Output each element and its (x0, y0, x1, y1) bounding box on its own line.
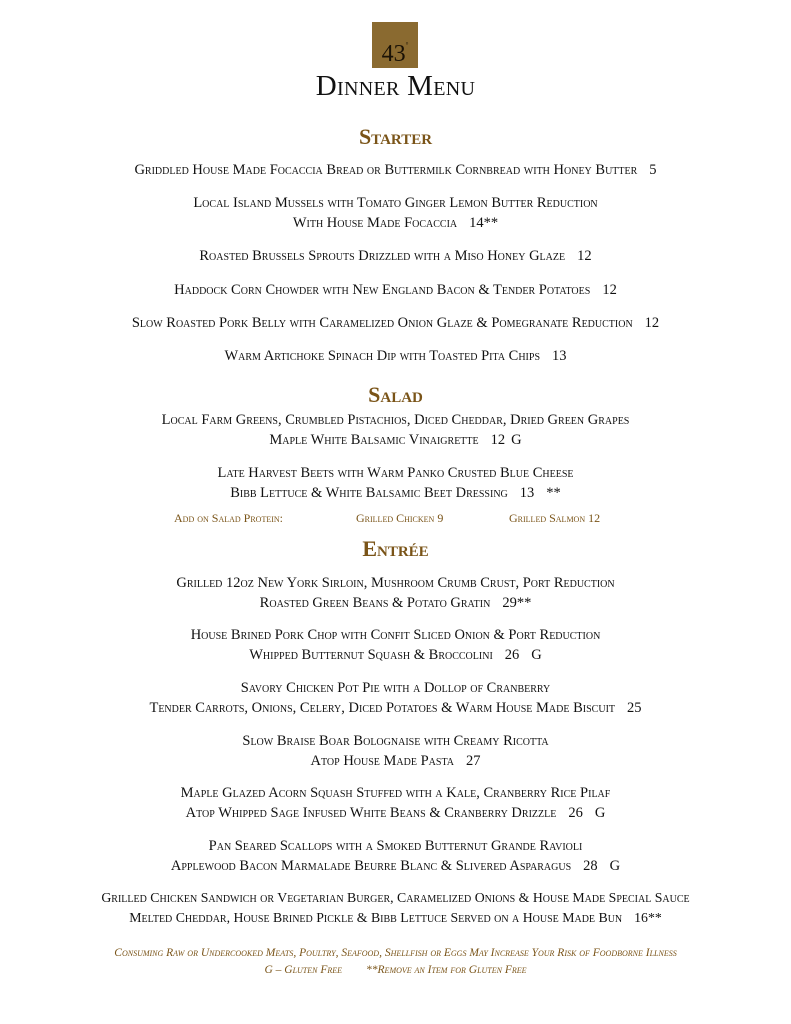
remove-item-legend: **Remove an Item for Gluten Free (366, 964, 527, 976)
item-price: 13 (519, 485, 535, 501)
menu-item (0, 783, 791, 823)
item-description: Warm Artichoke Spinach Dip with Toasted Pita Chips (224, 348, 541, 364)
item-price: 25 (627, 700, 642, 716)
logo-text: 43 (381, 41, 406, 67)
item-description: Maple Glazed Acorn Squash Stuffed with a Kale, Cranberry Rice Pilaf (180, 785, 611, 801)
section-heading-entree: Entrée (362, 536, 429, 561)
item-description-line2: Atop House Made Pasta (310, 753, 454, 769)
menu-item (0, 625, 791, 665)
menu-item (0, 346, 791, 366)
item-description: Late Harvest Beets with Warm Panko Crusted Blue Cheese (217, 465, 574, 481)
gluten-free-tag: G (531, 647, 542, 663)
item-description: Griddled House Made Focaccia Bread or Buttermilk Cornbread with Honey Butter (134, 162, 638, 178)
menu-item (0, 160, 791, 180)
menu-item (0, 888, 791, 928)
item-description-line2: Tender Carrots, Onions, Celery, Diced Potatoes & Warm House Made Biscuit (149, 700, 616, 716)
item-description: Slow Roasted Pork Belly with Caramelized Onion Glaze & Pomegranate Reduction (131, 315, 633, 331)
item-description: Pan Seared Scallops with a Smoked Butternut Grande Ravioli (208, 838, 583, 854)
item-description-line2: Maple White Balsamic Vinaigrette (269, 432, 479, 448)
item-price: 12 (490, 432, 506, 448)
item-price: 14** (469, 215, 499, 231)
gluten-free-note-tag: ** (546, 485, 561, 501)
menu-item (0, 836, 791, 876)
item-description-line2: Applewood Bacon Marmalade Beurre Blanc & Slivered Asparagus (170, 858, 572, 874)
salad-protein-label: Add on Salad Protein: (174, 511, 284, 525)
item-description-line2: Whipped Butternut Squash & Broccolini (249, 647, 493, 663)
item-price: 12 (577, 248, 592, 264)
item-description-line2: Atop Whipped Sage Infused White Beans & Cranberry Drizzle (185, 805, 557, 821)
restaurant-logo (372, 22, 418, 68)
menu-item (0, 246, 791, 266)
item-description: Haddock Corn Chowder with New England Bacon & Tender Potatoes (174, 282, 591, 298)
menu-item (0, 410, 791, 450)
menu-item (0, 280, 791, 300)
item-price: 12 (644, 315, 660, 331)
item-price: 26 (568, 805, 583, 821)
menu-item (0, 193, 791, 233)
food-safety-warning: Consuming Raw or Undercooked Meats, Poultry, Seafood, Shellfish or Eggs May Increase Your Risk of Foodborne Illness (114, 947, 677, 959)
item-description: Roasted Brussels Sprouts Drizzled with a Miso Honey Glaze (199, 248, 566, 264)
item-description: Savory Chicken Pot Pie with a Dollop of Cranberry (240, 680, 551, 696)
item-price: 16** (634, 910, 662, 925)
item-description: House Brined Pork Chop with Confit Sliced Onion & Port Reduction (190, 627, 601, 643)
menu-item (0, 463, 791, 503)
gluten-free-tag: G (594, 805, 606, 821)
menu-item (0, 731, 791, 771)
item-description: Local Farm Greens, Crumbled Pistachios, Diced Cheddar, Dried Green Grapes (161, 412, 630, 428)
legend-row (0, 962, 791, 979)
item-description-line2: With House Made Focaccia (292, 215, 458, 231)
menu-title: Dinner Menu (315, 70, 476, 102)
item-description: Grilled 12oz New York Sirloin, Mushroom Crumb Crust, Port Reduction (176, 575, 615, 591)
menu-item (0, 313, 791, 333)
item-price: 27 (465, 753, 481, 769)
gluten-free-legend: G – Gluten Free (264, 964, 343, 976)
item-price: 26 (504, 647, 520, 663)
item-description: Local Island Mussels with Tomato Ginger Lemon Butter Reduction (193, 195, 598, 211)
menu-item (0, 678, 791, 718)
section-heading-salad: Salad (368, 382, 423, 407)
item-description: Grilled Chicken Sandwich or Vegetarian Burger, Caramelized Onions & House Made Special Sauce (101, 890, 690, 905)
salad-protein-salmon: Grilled Salmon 12 (509, 511, 601, 525)
item-price: 12 (602, 282, 617, 298)
item-description-line2: Roasted Green Beans & Potato Gratin (259, 595, 491, 611)
item-description: Slow Braise Boar Bolognaise with Creamy Ricotta (242, 733, 549, 749)
menu-item (0, 573, 791, 613)
gluten-free-tag: G (609, 858, 621, 874)
item-price: 28 (583, 858, 598, 874)
salad-protein-chicken: Grilled Chicken 9 (356, 511, 444, 525)
item-price: 29** (502, 595, 532, 611)
gluten-free-tag: G (511, 432, 522, 448)
item-description-line2: Bibb Lettuce & White Balsamic Beet Dressing (230, 485, 508, 501)
section-heading-starter: Starter (358, 124, 433, 149)
item-price: 13 (552, 348, 567, 364)
logo-degree-mark: ° (405, 41, 409, 49)
item-price: 5 (649, 162, 657, 178)
item-description-line2: Melted Cheddar, House Brined Pickle & Bibb Lettuce Served on a House Made Bun (129, 910, 623, 925)
